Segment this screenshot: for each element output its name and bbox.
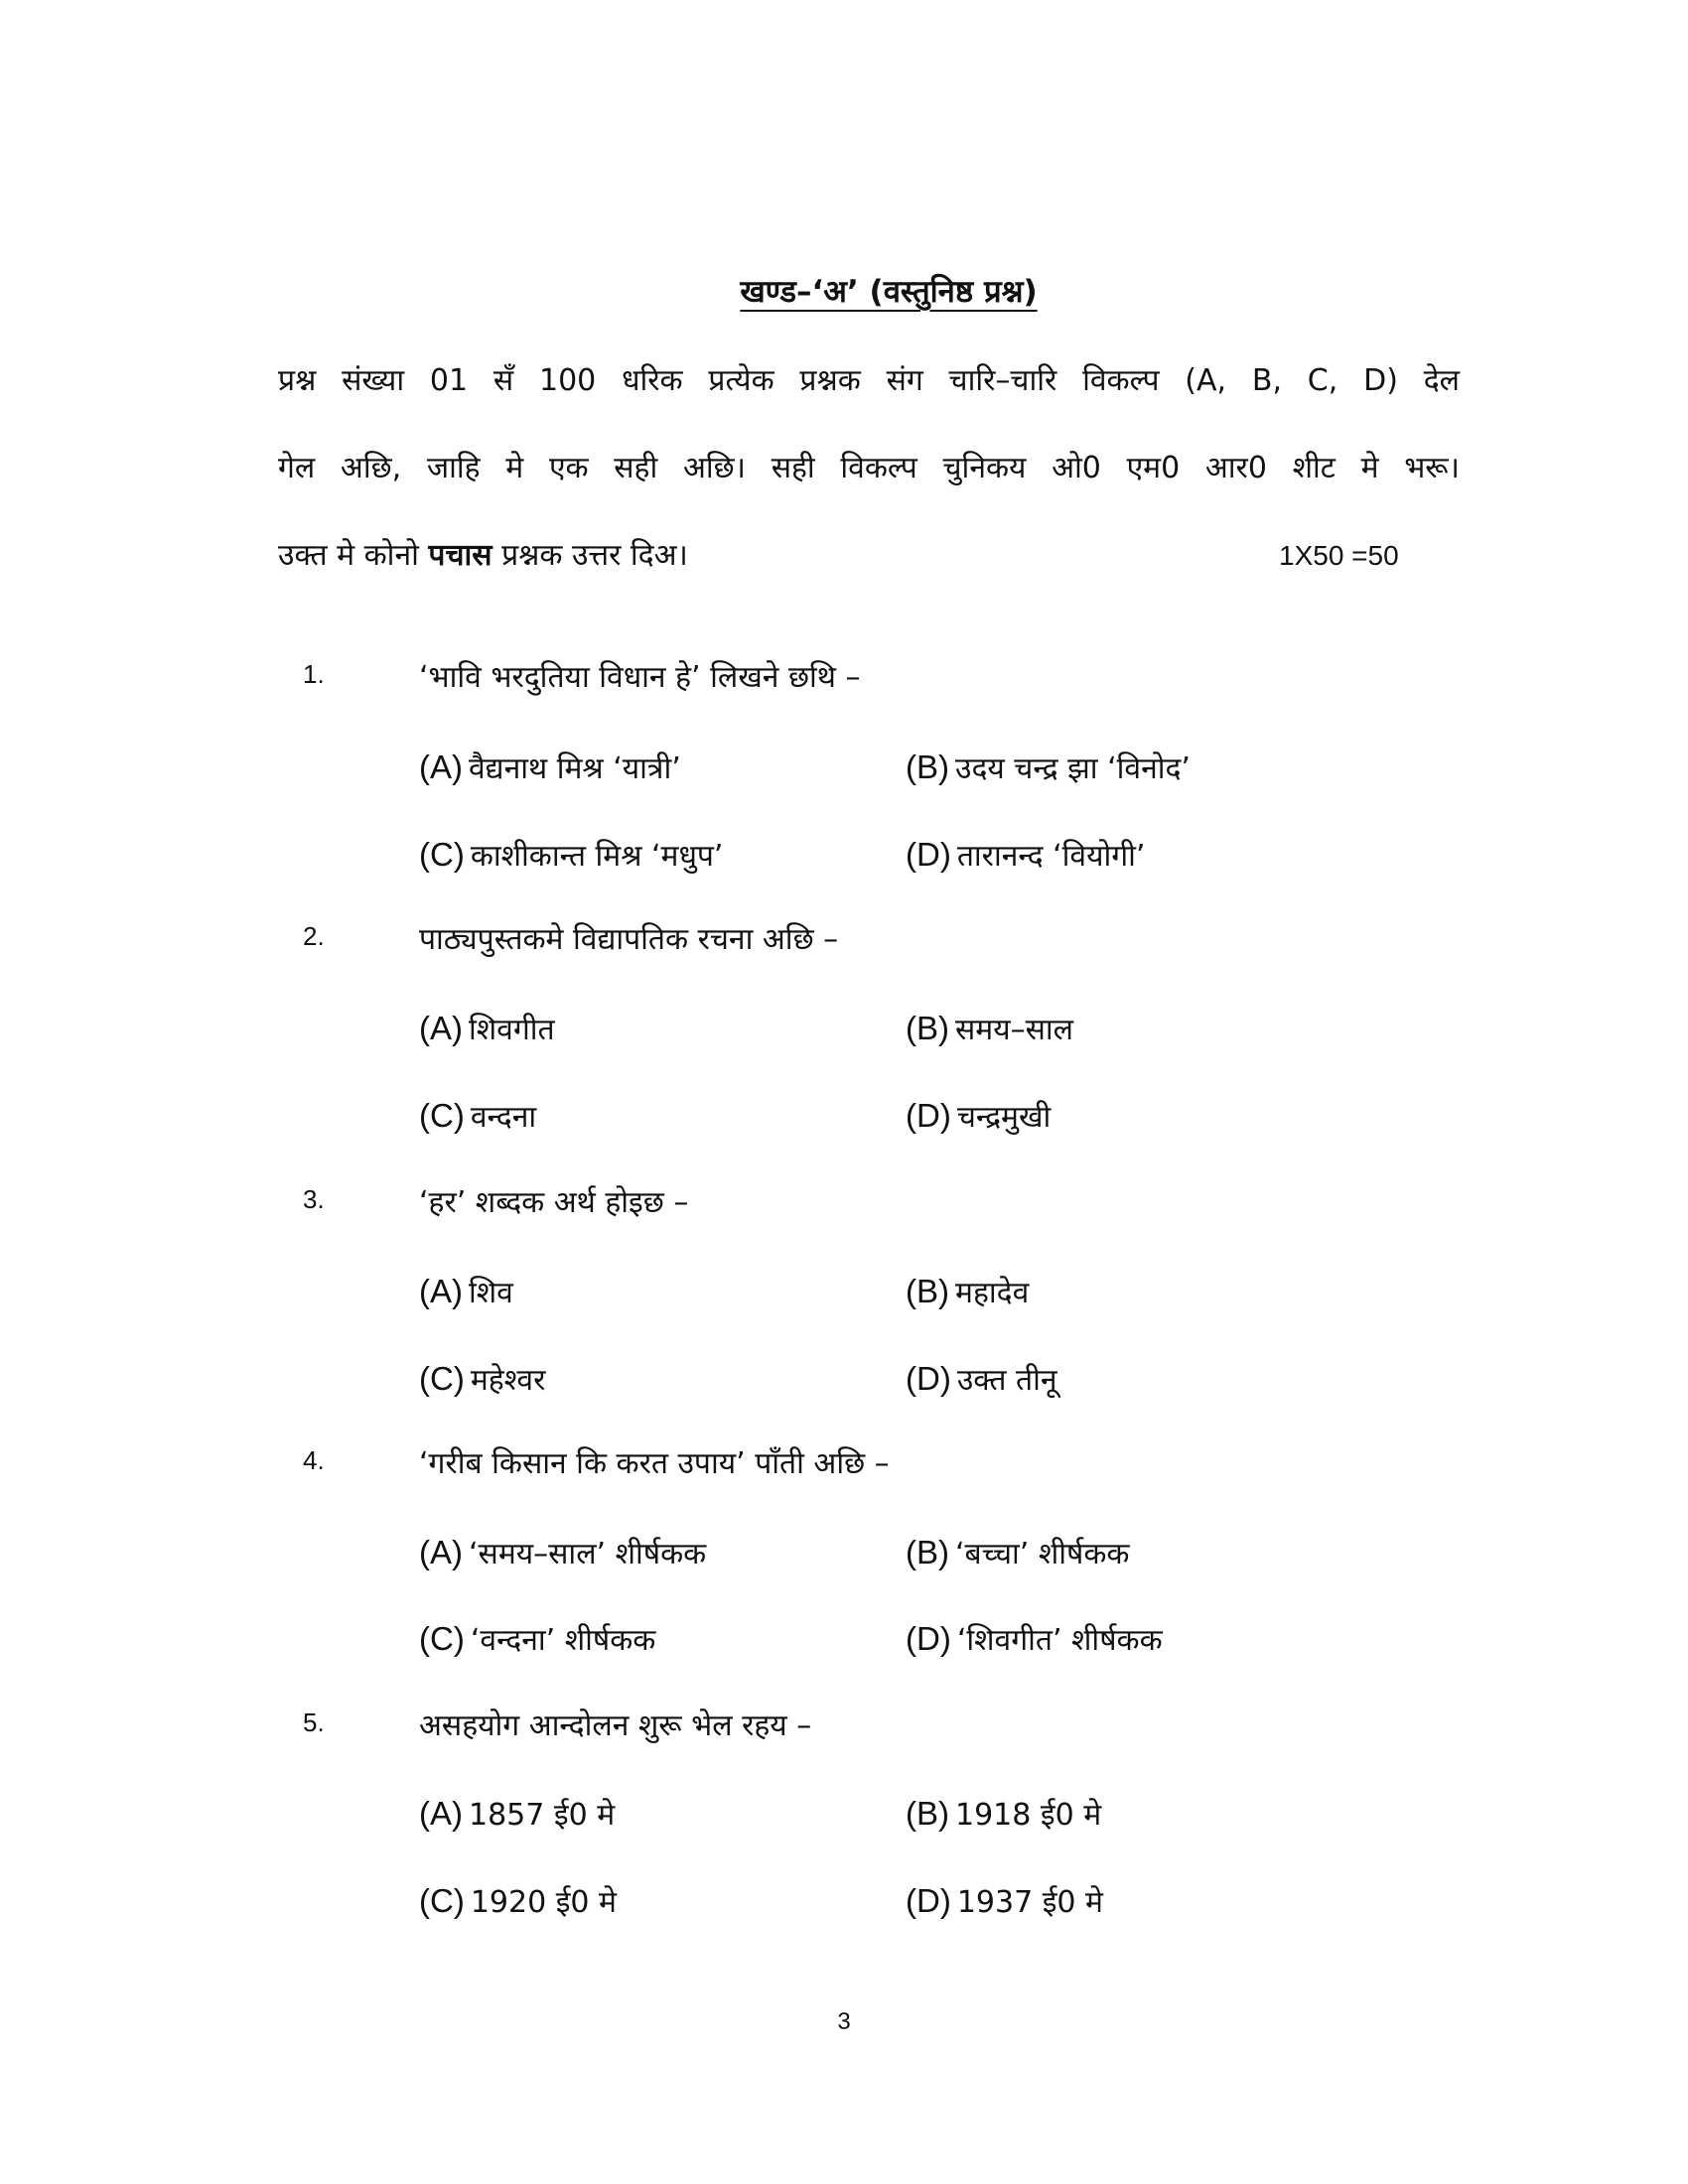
question-number: 2. [303, 921, 325, 951]
option-b [906, 1271, 1029, 1311]
option-d [906, 1880, 1103, 1921]
question-text: ‘हर’ शब्दक अर्थ होइछ – [419, 1185, 689, 1220]
option-b [906, 1793, 1101, 1834]
option-text: 1920 ई0 मे [470, 1885, 617, 1920]
option-text: वैद्यनाथ मिश्र ‘यात्री’ [469, 751, 681, 786]
option-text: उदय चन्द्र झा ‘विनोद’ [955, 751, 1191, 786]
option-label: (D) [906, 1097, 951, 1134]
option-b [906, 747, 1191, 787]
option-label: (B) [906, 1273, 949, 1309]
option-text: ‘वन्दना’ शीर्षकक [470, 1623, 656, 1658]
option-text: काशीकान्त मिश्र ‘मधुप’ [470, 839, 724, 874]
option-label: (C) [419, 1620, 465, 1657]
option-label: (A) [419, 1795, 463, 1832]
question-number: 5. [303, 1707, 325, 1737]
option-label: (B) [906, 1795, 949, 1832]
option-text: महेश्वर [470, 1363, 546, 1398]
question-number: 4. [303, 1445, 325, 1475]
option-label: (B) [906, 749, 949, 785]
option-text: वन्दना [470, 1100, 537, 1135]
option-d [906, 1618, 1163, 1659]
option-d [906, 1095, 1051, 1136]
option-b [906, 1532, 1129, 1572]
option-c [419, 1095, 536, 1136]
option-label: (A) [419, 749, 463, 785]
page-number: 3 [837, 2008, 851, 2035]
option-label: (B) [906, 1010, 949, 1046]
option-text: ‘शिवगीत’ शीर्षकक [956, 1623, 1163, 1658]
option-text: ‘बच्चा’ शीर्षकक [955, 1537, 1130, 1571]
option-label: (C) [419, 1882, 465, 1919]
option-text: चन्द्रमुखी [956, 1100, 1052, 1135]
question-number: 1. [303, 659, 325, 689]
instructions-line-2: गेल अछि, जाहि मे एक सही अछि। सही विकल्प चुनिकय ओ0 एम0 आर0 शीट मे भरू। [278, 451, 1460, 485]
option-text: 1857 ई0 मे [469, 1798, 616, 1833]
option-text: शिवगीत [469, 1013, 555, 1047]
question-text: ‘गरीब किसान कि करत उपाय’ पाँती अछि – [419, 1446, 890, 1481]
instructions-line-3-post: प्रश्नक उत्तर दिअ। [492, 538, 688, 573]
option-d [906, 834, 1145, 875]
instructions-emphasis: पचास [428, 538, 492, 573]
option-text: तारानन्द ‘वियोगी’ [956, 839, 1146, 874]
option-label: (D) [906, 1620, 951, 1657]
option-label: (C) [419, 1360, 465, 1397]
option-c [419, 1618, 655, 1659]
option-label: (D) [906, 1882, 951, 1919]
option-a [419, 1793, 615, 1834]
option-a [419, 1532, 706, 1572]
option-b [906, 1008, 1073, 1048]
question-number: 3. [303, 1184, 325, 1214]
option-label: (C) [419, 1097, 465, 1134]
option-label: (B) [906, 1534, 949, 1570]
option-a [419, 747, 681, 787]
section-heading [0, 270, 1688, 312]
option-label: (C) [419, 836, 465, 873]
option-c [419, 1358, 545, 1399]
option-a [419, 1008, 555, 1048]
question-text: पाठ्यपुस्तकमे विद्यापतिक रचना अछि – [419, 922, 839, 957]
question-text: असहयोग आन्दोलन शुरू भेल रहय – [419, 1708, 812, 1743]
option-text: 1918 ई0 मे [955, 1798, 1102, 1833]
option-text: समय–साल [955, 1013, 1074, 1047]
instructions-line-1: प्रश्न संख्या 01 सँ 100 धरिक प्रत्येक प्रश्नक संग चारि–चारि विकल्प (A, B, C, D) देल [278, 363, 1460, 398]
option-text: महादेव [955, 1276, 1030, 1310]
option-text: 1937 ई0 मे [956, 1885, 1103, 1920]
option-text: ‘समय–साल’ शीर्षकक [469, 1537, 707, 1571]
option-label: (A) [419, 1273, 463, 1309]
option-text: शिव [469, 1276, 513, 1310]
option-a [419, 1271, 513, 1311]
option-label: (A) [419, 1534, 463, 1570]
option-c [419, 834, 723, 875]
option-c [419, 1880, 617, 1921]
section-title: खण्ड–‘अ’ (वस्तुनिष्ठ प्रश्न) [740, 274, 1038, 310]
instructions-line-3-pre: उक्त मे कोनो [278, 538, 429, 573]
option-label: (A) [419, 1010, 463, 1046]
marks-allocation: 1X50 =50 [1279, 540, 1399, 571]
option-d [906, 1358, 1057, 1399]
question-text: ‘भावि भरदुतिया विधान हे’ लिखने छथि – [419, 660, 861, 695]
option-text: उक्त तीनू [956, 1363, 1057, 1398]
option-label: (D) [906, 836, 951, 873]
option-label: (D) [906, 1360, 951, 1397]
